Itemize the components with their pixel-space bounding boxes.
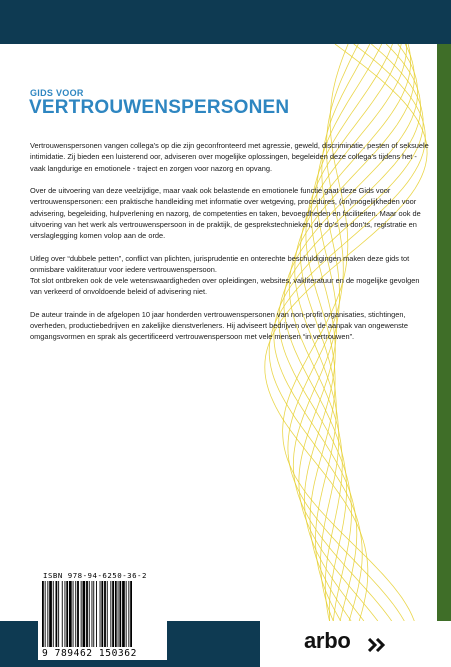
- barcode-bar: [101, 581, 103, 647]
- barcode-bar: [58, 581, 59, 647]
- barcode-bar: [73, 581, 74, 647]
- barcode-bar: [49, 581, 52, 647]
- publisher-logo-box: [260, 621, 451, 667]
- barcode-bar: [81, 581, 82, 647]
- barcode-bar: [100, 581, 101, 647]
- barcode-bar: [86, 581, 88, 647]
- barcode-bar: [92, 581, 93, 647]
- barcode-bar: [118, 581, 119, 647]
- cover-title: VERTROUWENSPERSONEN: [29, 97, 290, 118]
- blurb-paragraph: De auteur trainde in de afgelopen 10 jaar honderden vertrouwenspersonen van non-profit organisaties, stichtingen, overheden, productiebedrijven en zakelijke dienstverleners. Hij adviseert bedrijven over de aanpak van ongewenste omgangsvormen en sprak als gecertificeerd vertrouwenspersoon met vele mensen “in vertrouwen”.: [30, 309, 408, 342]
- barcode-bar: [110, 581, 111, 647]
- barcode-bar: [42, 581, 44, 647]
- barcode-bar: [119, 581, 121, 647]
- barcode-bar: [130, 581, 132, 647]
- barcode-bar: [53, 581, 54, 647]
- barcode-bar: [104, 581, 106, 647]
- blurb-text: [30, 140, 432, 354]
- barcode-bar: [45, 581, 46, 647]
- blurb-paragraph: Vertrouwenspersonen vangen collega’s op die zijn geconfronteerd met agressie, geweld, discriminatie, pesten of seksuele intimidatie. Zij bieden een luisterend oor, adviseren over mogelijke oplossingen, begeleiden deze collega’s tijdens het - vaak langdurige en emotionele - traject en zorgen voor nazorg en opvang.: [30, 141, 429, 173]
- barcode-bar: [62, 581, 63, 647]
- barcode-bar: [107, 581, 108, 647]
- barcode-bar: [66, 581, 68, 647]
- barcode-bar: [122, 581, 125, 647]
- barcode-bar: [115, 581, 117, 647]
- barcode-bar: [128, 581, 129, 647]
- barcode-bar: [77, 581, 79, 647]
- barcode-bar: [89, 581, 90, 647]
- barcode-bar: [65, 581, 66, 647]
- barcode-bar: [47, 581, 48, 647]
- ean-digits: 9 789462 150362: [42, 648, 137, 659]
- top-band: [0, 0, 451, 44]
- green-side-stripe: [437, 44, 451, 621]
- barcode-bar: [75, 581, 76, 647]
- barcode-bar: [83, 581, 86, 647]
- double-chevron-right-icon: [368, 638, 388, 652]
- barcode-bars: [42, 581, 163, 647]
- blurb-paragraph: Over de uitvoering van deze veelzijdige, maar vaak ook belastende en emotionele functie gaat deze Gids voor vertrouwenspersonen: een praktische handleiding met informatie over wetgeving, procedures, (on)mogelijkheden voor advisering, begeleiding, hulpverlening en nazorg, de competenties en taken, bevoegdheden en faciliteiten. Maar ook de uitvoering van het werk als vertrouwenspersoon in de praktijk, de gesprekstechnieken, de do’s en don’ts, registratie en verslaglegging komen volop aan de orde.: [30, 186, 421, 240]
- barcode-bar: [93, 581, 94, 647]
- barcode-bar: [69, 581, 72, 647]
- barcode-bar: [112, 581, 114, 647]
- barcode-bar: [126, 581, 127, 647]
- isbn-label: ISBN 978-94-6250-36-2: [43, 571, 147, 580]
- barcode-bar: [56, 581, 58, 647]
- isbn-barcode: [38, 569, 167, 660]
- barcode-bar: [96, 581, 97, 647]
- blurb-paragraph: Uitleg over “dubbele petten”, conflict van plichten, jurisprudentie en onterechte beschuldigingen maken deze gids tot onmisbare vakliteratuur voor iedere vertrouwenspersoon. Tot slot ontbreken ook de vele wetenswaardigheden over opleidingen, websites, vakliteratuur en de mogelijke gevolgen van verkeerd of onvoldoende beleid of advisering niet.: [30, 253, 420, 297]
- publisher-logo: arbo: [304, 628, 351, 653]
- cover-kicker: GIDS VOOR: [30, 88, 84, 98]
